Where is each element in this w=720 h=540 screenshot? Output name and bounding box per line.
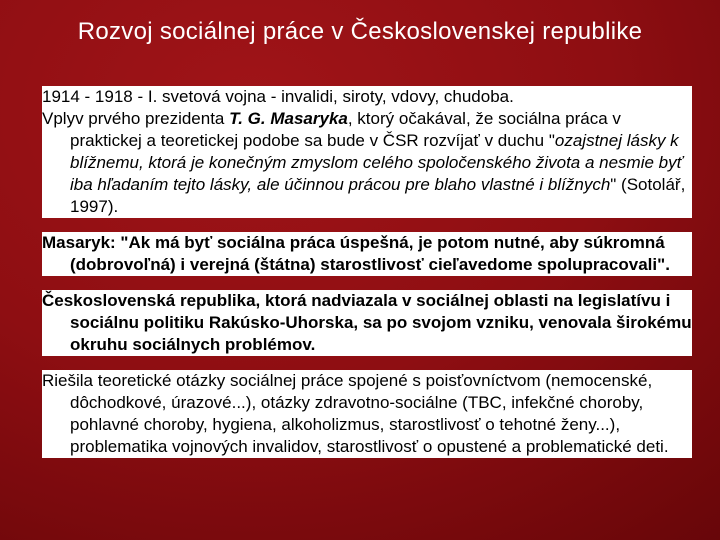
citation-sotolar: " (Sotolář, 1997). (70, 175, 686, 216)
paragraph-masaryk-quote: Masaryk: "Ak má byť sociálna práca úspešná, je potom nutné, aby súkromná (dobrovoľná) i verejná (štátna) starostlivosť cieľavedome spolupracovali". (42, 233, 670, 274)
paragraph-czechoslovak-republic: Československá republika, ktorá nadviazala v sociálnej oblasti na legislatívu i sociálnu politiku Rakúsko-Uhorska, sa po svojom vzniku, venovala širokému okruhu sociálnych problémov. (42, 291, 692, 354)
masaryk-quote: ozajstnej lásky k blížnemu, ktorá je konečným zmyslom celého spoločenského života a nesmie byť iba hľadaním tejto lásky, ale účinnou prácou pre blaho vlastné i blížnych (70, 131, 683, 194)
text-block-czechoslovakia (42, 290, 692, 356)
spacer (42, 276, 692, 290)
paragraph-theoretical-questions: Riešila teoretické otázky sociálnej práce spojené s poisťovníctvom (nemocenské, dôchodkové, úrazové...), otázky zdravotno-sociálne (TBC, infekčné choroby, pohlavné choroby, hygiena, alkoholizmus, starostlivosť o tehotné ženy...), problematika vojnových invalidov, starostlivosť o opustené a problematické deti. (42, 371, 669, 456)
text-block-masaryk-quote (42, 232, 692, 276)
text-block-history (42, 86, 692, 218)
text-block-topics (42, 370, 692, 458)
spacer (42, 356, 692, 370)
paragraph-masaryk-influence (42, 108, 692, 218)
slide-content (42, 86, 692, 458)
slide-title: Rozvoj sociálnej práce v Československej republike (77, 18, 643, 45)
masaryk-name: T. G. Masaryka (229, 109, 348, 128)
paragraph-war-years: 1914 - 1918 - I. svetová vojna - invalidi, siroty, vdovy, chudoba. (42, 87, 514, 106)
spacer (42, 218, 692, 232)
masaryk-intro-text: Vplyv prvého prezidenta (42, 109, 230, 128)
masaryk-expectation-text: , ktorý očakával, že sociálna práca v praktickej a teoretickej podobe sa bude v ČSR rozvíjať v duchu " (70, 109, 621, 150)
